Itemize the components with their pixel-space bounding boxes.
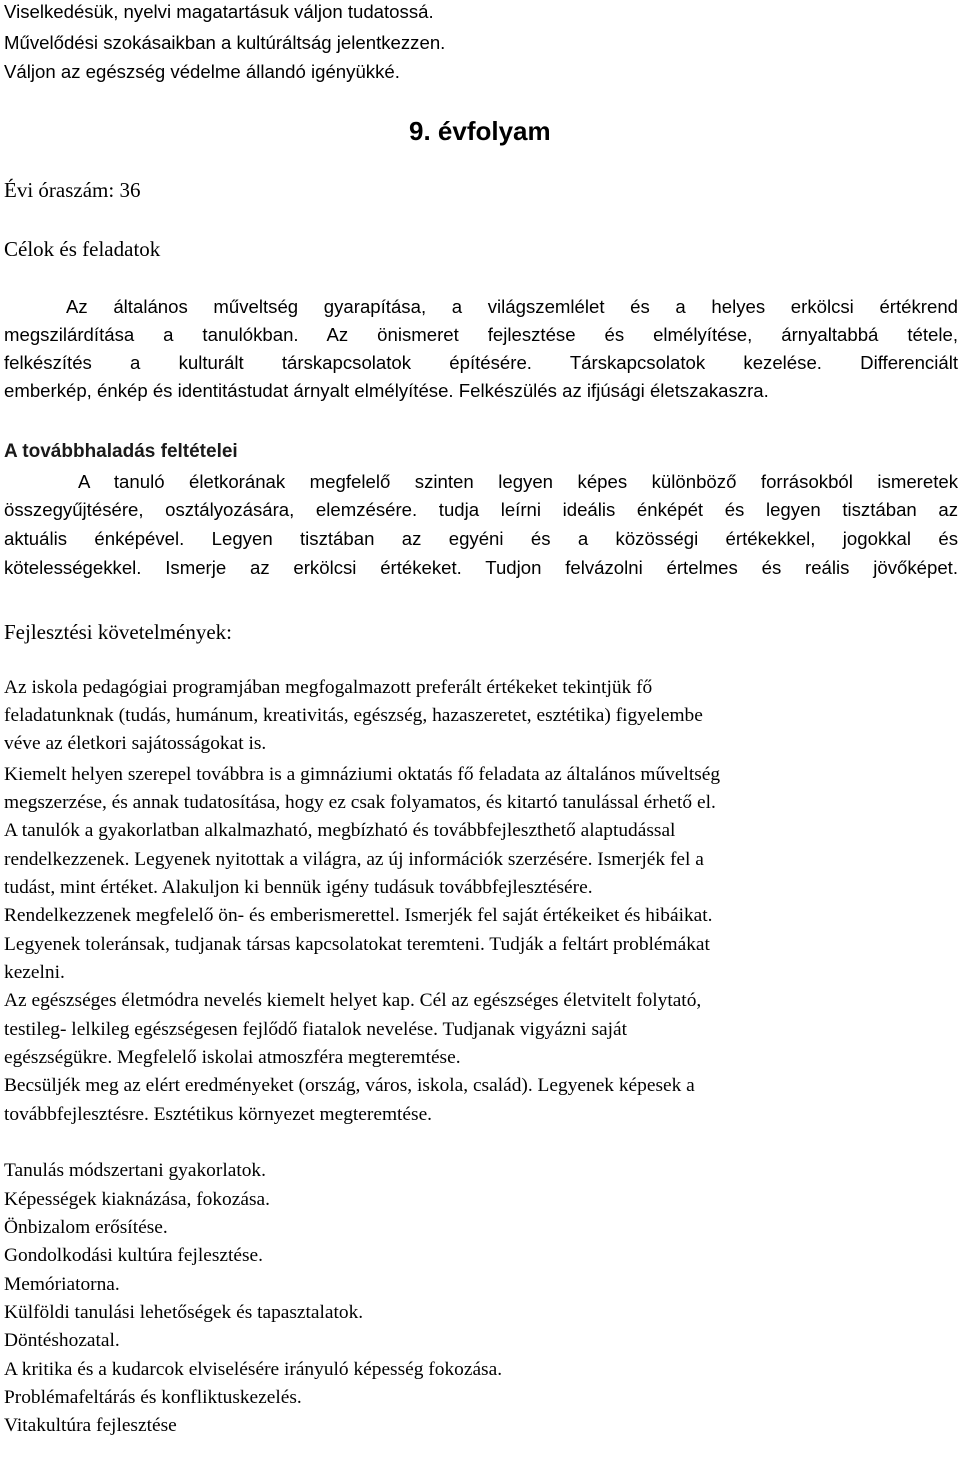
- progress-line: összegyűjtésére, osztályozására, elemzésére. tudja leírni ideális énképét és legyen tisztában az: [4, 499, 958, 520]
- dev-heading: Fejlesztési követelmények:: [4, 620, 233, 644]
- dev-line: A tanulók a gyakorlatban alkalmazható, megbízható és továbbfejleszthető alaptudással: [4, 820, 676, 841]
- text-line: Viselkedésük, nyelvi magatartásuk váljon tudatossá.: [4, 1, 434, 22]
- goals-line: emberkép, énkép és identitástudat árnyalt elmélyítése. Felkészülés az ifjúsági életszakaszra.: [4, 380, 769, 401]
- annual-hours: Évi óraszám: 36: [4, 178, 141, 202]
- dev-line: Kiemelt helyen szerepel továbbra is a gimnáziumi oktatás fő feladata az általános műveltség: [4, 764, 721, 785]
- list-item: Problémafeltárás és konfliktuskezelés.: [4, 1387, 302, 1408]
- dev-line: feladatunknak (tudás, humánum, kreativitás, egészség, hazaszeretet, esztétika) figyelembe: [4, 705, 703, 726]
- list-item: Memóriatorna.: [4, 1274, 120, 1295]
- dev-line: testileg- lelkileg egészségesen fejlődő fiatalok nevelése. Tudjanak vigyázni saját: [4, 1019, 627, 1040]
- progress-line: kötelességekkel. Ismerje az erkölcsi értékeket. Tudjon felvázolni értelmes és reális jövőképet.: [4, 557, 958, 578]
- dev-line: Legyenek toleránsak, tudjanak társas kapcsolatokat teremteni. Tudják a feltárt problémákat: [4, 934, 710, 955]
- dev-line: továbbfejlesztésre. Esztétikus környezet megteremtése.: [4, 1104, 433, 1125]
- list-item: A kritika és a kudarcok elviselésére irányuló képesség fokozása.: [4, 1359, 503, 1380]
- dev-line: kezelni.: [4, 962, 65, 983]
- list-item: Gondolkodási kultúra fejlesztése.: [4, 1245, 264, 1266]
- dev-line: Becsüljék meg az elért eredményeket (ország, város, iskola, család). Legyenek képesek a: [4, 1075, 695, 1096]
- text-line: Váljon az egészség védelme állandó igényükké.: [4, 61, 400, 82]
- progress-heading: A továbbhaladás feltételei: [4, 441, 238, 462]
- list-item: Tanulás módszertani gyakorlatok.: [4, 1160, 266, 1181]
- progress-line: aktuális énképével. Legyen tisztában az egyéni és a közösségi értékekkel, jogokkal és: [4, 528, 958, 549]
- goals-line: Az általános műveltség gyarapítása, a világszemlélet és a helyes erkölcsi értékrend: [66, 296, 958, 317]
- list-item: Vitakultúra fejlesztése: [4, 1415, 177, 1436]
- list-item: Döntéshozatal.: [4, 1330, 120, 1351]
- goals-heading: Célok és feladatok: [4, 237, 161, 261]
- progress-line: A tanuló életkorának megfelelő szinten legyen képes különböző forrásokból ismeretek: [78, 471, 958, 492]
- dev-line: véve az életkori sajátosságokat is.: [4, 733, 267, 754]
- grade-title: 9. évfolyam: [409, 116, 551, 146]
- dev-line: Az iskola pedagógiai programjában megfogalmazott preferált értékeket tekintjük fő: [4, 677, 653, 698]
- list-item: Külföldi tanulási lehetőségek és tapasztalatok.: [4, 1302, 364, 1323]
- dev-line: rendelkezzenek. Legyenek nyitottak a világra, az új információk szerzésére. Ismerjék fel a: [4, 849, 704, 870]
- dev-line: tudást, mint értéket. Alakuljon ki bennük igény tudásuk továbbfejlesztésére.: [4, 877, 593, 898]
- dev-line: megszerzése, és annak tudatosítása, hogy ez csak folyamatos, és kitartó tanulással érhető el.: [4, 792, 716, 813]
- dev-line: Az egészséges életmódra nevelés kiemelt helyet kap. Cél az egészséges életvitelt folytató,: [4, 990, 702, 1011]
- list-item: Képességek kiaknázása, fokozása.: [4, 1189, 270, 1210]
- text-line: Művelődési szokásaikban a kultúráltság jelentkezzen.: [4, 32, 446, 53]
- dev-line: egészségükre. Megfelelő iskolai atmoszféra megteremtése.: [4, 1047, 461, 1068]
- list-item: Önbizalom erősítése.: [4, 1217, 168, 1238]
- goals-line: megszilárdítása a tanulókban. Az önismeret fejlesztése és elmélyítése, árnyaltabbá tétele,: [4, 324, 958, 345]
- goals-line: felkészítés a kulturált társkapcsolatok építésére. Társkapcsolatok kezelése. Differenciált: [4, 352, 958, 373]
- dev-line: Rendelkezzenek megfelelő ön- és emberismerettel. Ismerjék fel saját értékeiket és hibáikat.: [4, 905, 713, 926]
